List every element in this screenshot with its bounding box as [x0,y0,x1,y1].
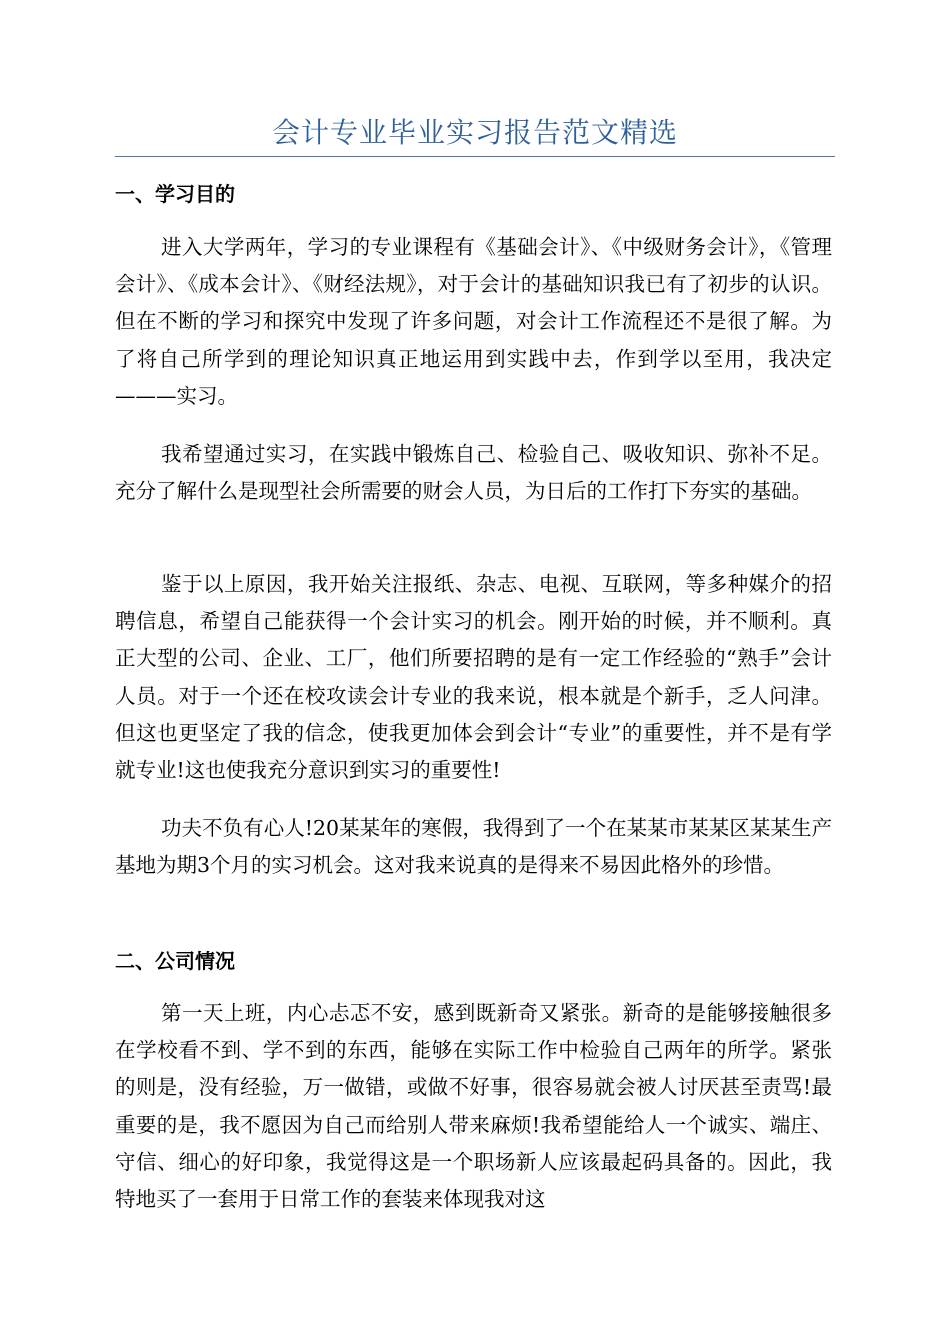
document-title: 会计专业毕业实习报告范文精选 [115,110,835,157]
paragraph: 鉴于以上原因，我开始关注报纸、杂志、电视、互联网，等多种媒介的招聘信息，希望自己能获得一个会计实习的机会。刚开始的时候，并不顺利。真正大型的公司、企业、工厂，他们所要招聘的是有一定工作经验的“熟手”会计人员。对于一个还在校攻读会计专业的我来说，根本就是个新手，乏人问津。但这也更坚定了我的信念，使我更加体会到会计“专业”的重要性，并不是有学就专业!这也使我充分意识到实习的重要性! [115,572,832,783]
section-heading-study-purpose: 一、学习目的 [115,182,235,206]
paragraph: 功夫不负有心人!20某某年的寒假，我得到了一个在某某市某某区某某生产基地为期3个月的实习机会。这对我来说真的是得来不易因此格外的珍惜。 [115,816,832,878]
paragraph: 第一天上班，内心忐忑不安，感到既新奇又紧张。新奇的是能够接触很多在学校看不到、学不到的东西，能够在实际工作中检验自己两年的所学。紧张的则是，没有经验，万一做错，或做不好事，很容易就会被人讨厌甚至责骂!最重要的是，我不愿因为自己而给别人带来麻烦!我希望能给人一个诚实、端庄、守信、细心的好印象，我觉得这是一个职场新人应该最起码具备的。因此，我特地买了一套用于日常工作的套装来体现我对这 [115,1001,832,1212]
paragraph: 进入大学两年，学习的专业课程有《基础会计》、《中级财务会计》，《管理会计》、《成本会计》、《财经法规》，对于会计的基础知识我已有了初步的认识。但在不断的学习和探究中发现了许多问题，对会计工作流程还不是很了解。为了将自己所学到的理论知识真正地运用到实践中去，作到学以至用，我决定———实习。 [115,235,832,408]
section-heading-company-situation: 二、公司情况 [115,949,235,973]
paragraph: 我希望通过实习，在实践中锻炼自己、检验自己、吸收知识、弥补不足。充分了解什么是现型社会所需要的财会人员，为日后的工作打下夯实的基础。 [115,442,832,504]
